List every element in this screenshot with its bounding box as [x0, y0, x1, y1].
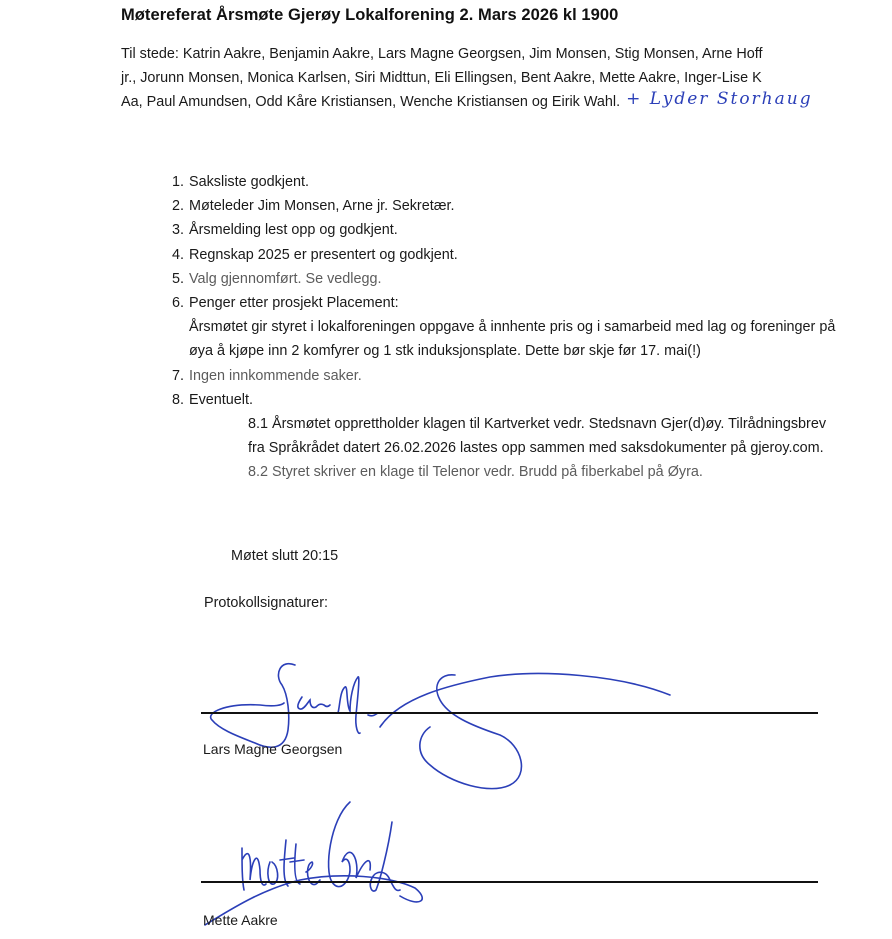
agenda-item-number: 7.: [172, 367, 185, 384]
agenda-item-text: Eventuelt.: [189, 391, 253, 408]
agenda-item-number: 3.: [172, 222, 185, 239]
signatures-label: Protokollsignaturer:: [204, 595, 328, 611]
signature-line: [201, 881, 818, 883]
attendees-line: jr., Jorunn Monsen, Monica Karlsen, Siri Midttun, Eli Ellingsen, Bent Aakre, Mette Aakre, Inger-Lise K: [121, 69, 762, 86]
agenda-item-text: Saksliste godkjent.: [189, 174, 309, 190]
attendees-line: [121, 90, 821, 115]
agenda-item: [172, 388, 842, 485]
agenda-item: [172, 194, 842, 218]
agenda-item: [172, 170, 842, 194]
agenda-item-number: 1.: [172, 174, 185, 190]
signatory-name: Lars Magne Georgsen: [203, 741, 343, 757]
agenda-item-number: 4.: [172, 246, 185, 263]
agenda-item-text: Møteleder Jim Monsen, Arne jr. Sekretær.: [189, 198, 455, 215]
handwritten-addition: + Lyder Storhaug: [626, 89, 813, 109]
agenda-item: [172, 218, 842, 242]
signatory-name: Mette Aakre: [203, 912, 278, 928]
attendees-line: Til stede: Katrin Aakre, Benjamin Aakre, Lars Magne Georgsen, Jim Monsen, Stig Monsen, Arne Hoff: [121, 46, 763, 62]
agenda-item-body: [189, 291, 842, 364]
agenda-item-text: Regnskap 2025 er presentert og godkjent.: [189, 246, 458, 263]
meeting-closing: Møtet slutt 20:15: [231, 548, 339, 564]
signature-mette-aakre: [200, 800, 460, 930]
agenda-item-number: 6.: [172, 295, 185, 312]
agenda-item-number: 2.: [172, 198, 185, 215]
agenda-item: [172, 291, 842, 364]
agenda-subitem: 8.1 Årsmøtet opprettholder klagen til Kartverket vedr. Stedsnavn Gjer(d)øy. Tilrådningsbrev fra Språkrådet datert 26.02.2026 lastes opp sammen med saksdokumenter på gjeroy.com.: [248, 416, 827, 457]
agenda-item-text: Ingen innkommende saker.: [189, 367, 362, 384]
signature-line: [201, 712, 818, 714]
agenda-list: [172, 170, 842, 485]
agenda-item-body: [189, 388, 842, 485]
agenda-item-number: 5.: [172, 270, 185, 287]
agenda-item-number: 8.: [172, 391, 185, 408]
agenda-item: [172, 364, 842, 388]
agenda-item-detail: Årsmøtet gir styret i lokalforeningen oppgave å innhente pris og i samarbeid med lag og foreninger på øya å kjøpe inn 2 komfyrer og 1 stk induksjonsplate. Dette bør skje før 17. mai(!): [189, 319, 836, 360]
agenda-item-text: Årsmelding lest opp og godkjent.: [189, 222, 398, 239]
agenda-item: [172, 267, 842, 291]
agenda-subitem: 8.2 Styret skriver en klage til Telenor vedr. Brudd på fiberkabel på Øyra.: [248, 464, 703, 481]
agenda-item-text: Valg gjennomført. Se vedlegg.: [189, 270, 382, 287]
agenda-item: [172, 243, 842, 267]
agenda-item-text: Penger etter prosjekt Placement:: [189, 295, 399, 312]
signature-lars-magne-georgsen: [200, 655, 700, 795]
attendees-paragraph: [121, 43, 821, 115]
attendees-line-text: Aa, Paul Amundsen, Odd Kåre Kristiansen, Wenche Kristiansen og Eirik Wahl.: [121, 94, 621, 110]
document-title: Møtereferat Årsmøte Gjerøy Lokalforening 2. Mars 2026 kl 1900: [121, 6, 619, 24]
